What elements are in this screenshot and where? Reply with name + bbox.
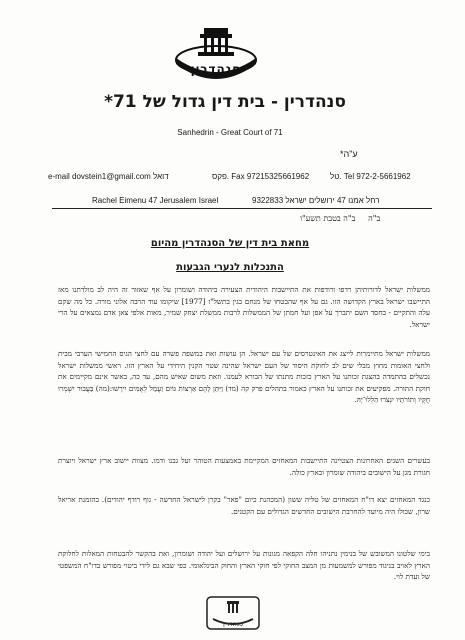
contact-tel: טל. Tel 972-2-5661962 (330, 172, 411, 181)
header-divider (52, 208, 432, 209)
letter-heading: מחאת בית דין של הסנהדרין מהיום (150, 238, 310, 249)
paragraph-4: כנגד המאחזים יצא דו"ח המאחזים של טליה ששון (המכהנת כיום "פאר" בקרן לישראל החדשה - גוף רודף יהודים). בהזמנת אריאל שרון, שכולו היה מיועד להחרבת הישובים החדשים הגדולים עם הקטנים. (58, 495, 430, 516)
paragraph-3: בעשרים השנים האחרונות הצטיינה התיישבות המאחזים המקיימת באמצעות הטוהר ועל גבנו ודמו. מצוות יישוב ארץ ישראל ויוצרת חגורת מגן על הישובים ביהודה שומרון ובארץ כולה. (58, 456, 430, 477)
contact-email: e-mail dovstein1@gmail.com דואל (48, 172, 169, 181)
hebrew-date: ב"ה בטבת תשע"ו (300, 214, 356, 223)
address-he: רחל אמנו 47 ירושלים ישראל 9322833 (252, 196, 380, 205)
stamp-emblem-icon (205, 595, 261, 631)
paragraph-2: ממשלות ישראל מתיימרות לייצג את האינטרסים של עם ישראל. הן עושות זאת במשפה פשרה עם לחצי הגיס החמישי הערבי מבית ולחצי האומות מחוץ מבלי שים לב לחוקת היסוד של העם ישראל שהינה שטר הקנין היחידי על הארץ הזו. ראשי ממשלות ישראל נכשלים בהתמדה בהצגת זכותנו על הארץ כזכות מתנתו של הבורא לעמנו. וזאת משום שאיש מהם, עד כה, באשר אינם מקיימים את חוקת התורה. מפקיעים את זכותנו על הארץ כאמור בתהלים פרק קה (מד) וַיִּתֵּן לָהֶם אַרְצוֹת גּוֹיִם וַעֲמַל לְאֻמִּים יִירָשׁוּ:(מה) בַּעֲבוּר יִשְׁמְרוּ חֻקָּיו וְתוֹרֹתָיו יִנְצֹרוּ הַלְלוּ־יָהּ. (58, 349, 430, 405)
reference-mark: *ע"ה (340, 149, 358, 159)
contact-fax: פקס. Fax 97215325661962 (212, 172, 310, 181)
bh-mark: ב"ה (368, 214, 381, 223)
page-subtitle: Sanhedrin - Great Court of 71 (177, 128, 283, 137)
page-title: סנהדרין - בית דין גדול של 71* (104, 92, 346, 112)
logo-text: סנהדרין (190, 62, 242, 76)
letter-subheading: התנכלות לנערי הגבעות (176, 262, 284, 273)
logo-emblem-icon (170, 24, 262, 88)
signature-stamp (205, 595, 261, 631)
sanhedrin-logo (170, 24, 262, 88)
letter-date (300, 214, 380, 223)
address-en: Rachel Eimenu 47 Jerusalem Israel (92, 196, 219, 205)
paragraph-5: בימי שלטונו המשובש של בנימין נתניהו חלה הקפאה מגונות על ירושלים ועל יהודה ושומרון, ואת בהקשר להבטחות המאלות לחלוקת הארץ לאויב בניגוד מפורש למשמעות מן המצב החוקי לפי חוקי הארץ והחוק הבינלאומי. כפי שבא גם לידי ביטוי מפורש בדו"ח המשפטי של ועדת לוי. (58, 549, 430, 582)
paragraph-1: ממשלות ישראל לדורותיהן רדפו ורודפות את התיישבות היהודית הצעירה ביהודה ושומרון על אף שאזור זה היה לב מולדתנו מאז התיישבו ישראל בארץ הקדושה הזו. גם על אף שהבטחו של מנחם בגין בתשל"ז [1977] שיקומו עוד הרבה אלוני מורה. כל מה שקם עלה והתקיים - בחסד השם יתברך על אפן ועל חמתן של הממשלות לרבות ממשלת יצחק שמיר, מאות אלפי צאן אדם נמצאים על הרי ישראל. (58, 285, 430, 329)
stamp-text: סנהדרין (223, 621, 243, 628)
